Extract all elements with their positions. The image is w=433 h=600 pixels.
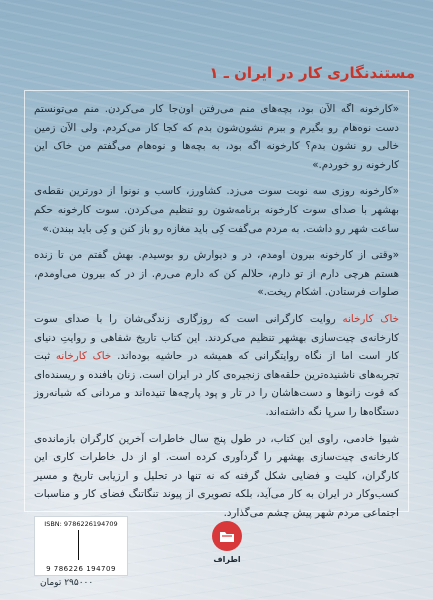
series-title: مستندنگاری کار در ایران ـ ۱ [209, 64, 415, 82]
book-title: خاک کارخانه [342, 312, 399, 325]
barcode-number: 9 786226 194709 [46, 565, 116, 573]
quote-3: «وقتی از کارخونه بیرون اومدم، در و دیوارش رو بوسیدم. بهش گفتم من تا زنده هستم هرچی دارم از تو دارم، حلالم کن که دارم می‌رم. از در که بیرون می‌اومدم، صلوات فرستادن. اشکام ریخت.» [34, 249, 399, 299]
blurb [34, 100, 399, 530]
description-part-2: ثبت تجربه‌های ناشنیده‌ترین حلقه‌های زنجیره‌ی کار در ایران است. زنان بافنده و ریسنده‌ای که قوت زانوها و دست‌هاشان را در تار و پود پارچه‌ها تنیده‌اند و مردانی که شبانه‌روز دستگاه‌ها را سرپا نگه داشته‌اند. [34, 350, 399, 418]
description-part-1: روایت کارگرانی است که روزگاری زندگی‌شان را با صدای سوت کارخانه‌ی چیت‌سازی بهشهر تنظیم می‌کردند. این کتاب تاریخ شفاهی و روایتِ دنیای کار است اما از نگاه روایتگرانی که همیشه در حاشیه بوده‌اند. [34, 312, 399, 363]
folder-icon [218, 528, 236, 544]
publisher-logo [212, 521, 242, 551]
quote-1: «کارخونه اگه الآن بود، بچه‌های منم می‌رفتن اون‌جا کار می‌کردن. منم می‌تونستم دست نوه‌هام رو بگیرم و ببرم نشون‌شون بدم که کجا کار می‌کردم. ولی الآن زمین خالی‌ رو نشون بدم؟ کارخونه اگه بود، به بچه‌ها و نوه‌هام می‌گفتم من خاک این کارخونه رو خوردم.» [34, 103, 399, 171]
quote-2: «کارخونه روزی سه نوبت سوت می‌زد. کشاورز، کاسب و نونوا از دورترین نقطه‌ی بهشهر با صدای سوت کارخونه برنامه‌شون رو تنظیم می‌کردن. سوت کارخونه حکم ساعت شهر رو داشت. به مردم می‌گفت کِی باید مغازه رو باز کنن و کِی باید ببندن.» [34, 185, 399, 235]
book-title-repeat: خاک کارخانه [55, 350, 112, 363]
description-paragraph-1 [34, 310, 399, 422]
description-paragraph-2: شیوا خادمی، راوی این کتاب، در طول پنج سال خاطرات آخرین کارگران بازمانده‌ی کارخانه‌ی چیت‌سازی بهشهر را گردآوری کرده است. او از دل خاطرات کاری این کارگران، کلیت و فضایی شکل گرفته که نه تنها در تحلیل و ارزیابی تاریخ و مسیر کسب‌وکار در ایران به کار می‌آید، بلکه تصویری از پیوند تنگاتنگ فضای کار و مناسبات اجتماعی مردم شهر پیش چشم می‌گذارد. [34, 432, 399, 519]
barcode-box [34, 516, 128, 576]
publisher-name: اطراف [213, 555, 241, 564]
isbn-label: ISBN: 9786226194709 [44, 520, 118, 528]
price: ۲۹۵۰۰۰ تومان [40, 578, 94, 588]
barcode [41, 530, 121, 560]
